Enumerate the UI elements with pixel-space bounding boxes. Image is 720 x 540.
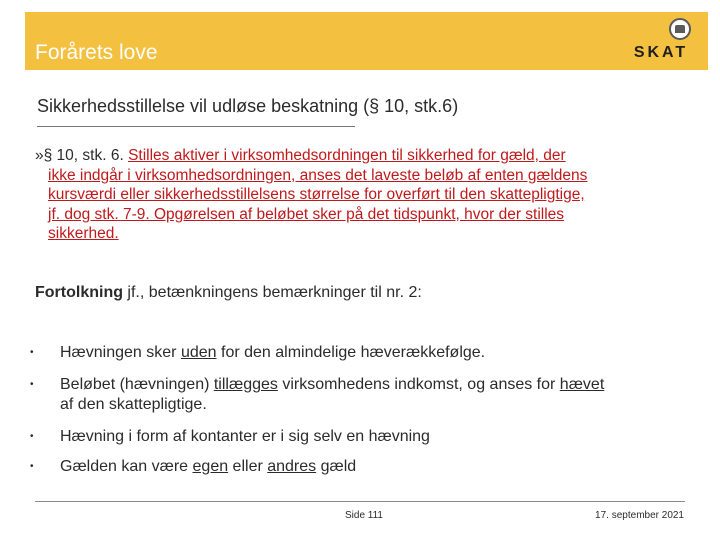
bullet-text: Hævningen sker [60,344,181,361]
list-item [30,427,690,447]
subtitle-divider [37,126,355,127]
bullet-underlined-text: uden [180,344,217,361]
footer-date: 17. september 2021 [595,510,684,521]
skat-logo [626,18,696,66]
bullet-underlined-text: tillægges [213,376,278,393]
interpretation-heading [35,283,422,303]
crown-emblem-icon [669,18,691,40]
law-text-line-2: ikke indgår i virksomhedsordningen, anses det laveste beløb af enten gældens [48,166,588,184]
list-item [30,457,690,477]
law-text-line-1: Stilles aktiver i virksomhedsordningen til sikkerhed for gæld, der [128,147,566,164]
bullet-underlined-text: hævet [559,376,605,393]
footer-divider [35,501,685,502]
slide-subtitle: Sikkerhedsstillelse vil udløse beskatning (§ 10, stk.6) [37,96,459,116]
page-number: Side 111 [345,510,383,521]
law-quote [35,146,685,244]
bullet-icon: • [30,461,34,472]
header-bar [25,12,708,70]
law-text-line-3: kursværdi eller sikkerhedsstillelsens størrelse for overført til den skattepligtige, [48,186,585,203]
bullet-underlined-text: egen [192,458,229,475]
interpretation-label: Fortolkning [35,284,123,301]
bullet-icon: • [30,379,34,390]
page-title: Forårets love [35,41,158,64]
law-text-line-4: jf. dog stk. 7-9. Opgørelsen af beløbet sker på det tidspunkt, hvor der stilles [48,205,565,223]
logo-text: SKAT [633,44,689,61]
list-item [30,375,690,415]
law-text-line-5: sikkerhed. [48,225,119,242]
interpretation-text: jf., betænkningens bemærkninger til nr. 2: [122,284,422,301]
bullet-icon: • [30,347,34,358]
bullet-text: for den almindelige hæverækkefølge. [216,344,486,361]
bullet-text: Hævning i form af kontanter er i sig selv en hævning [60,428,430,445]
bullet-text: af den skattepligtige. [60,396,207,413]
bullet-underlined-text: andres [267,458,317,475]
bullet-text: virksomhedens indkomst, og anses for [277,376,560,393]
list-item [30,343,690,363]
bullet-icon: • [30,431,34,442]
bullet-text: eller [228,458,268,475]
bullet-text: Beløbet (hævningen) [60,376,214,393]
bullet-text: gæld [316,458,357,475]
bullet-text: Gælden kan være [60,458,193,475]
law-reference: »§ 10, stk. 6. [35,147,129,164]
bullet-list [30,343,690,477]
